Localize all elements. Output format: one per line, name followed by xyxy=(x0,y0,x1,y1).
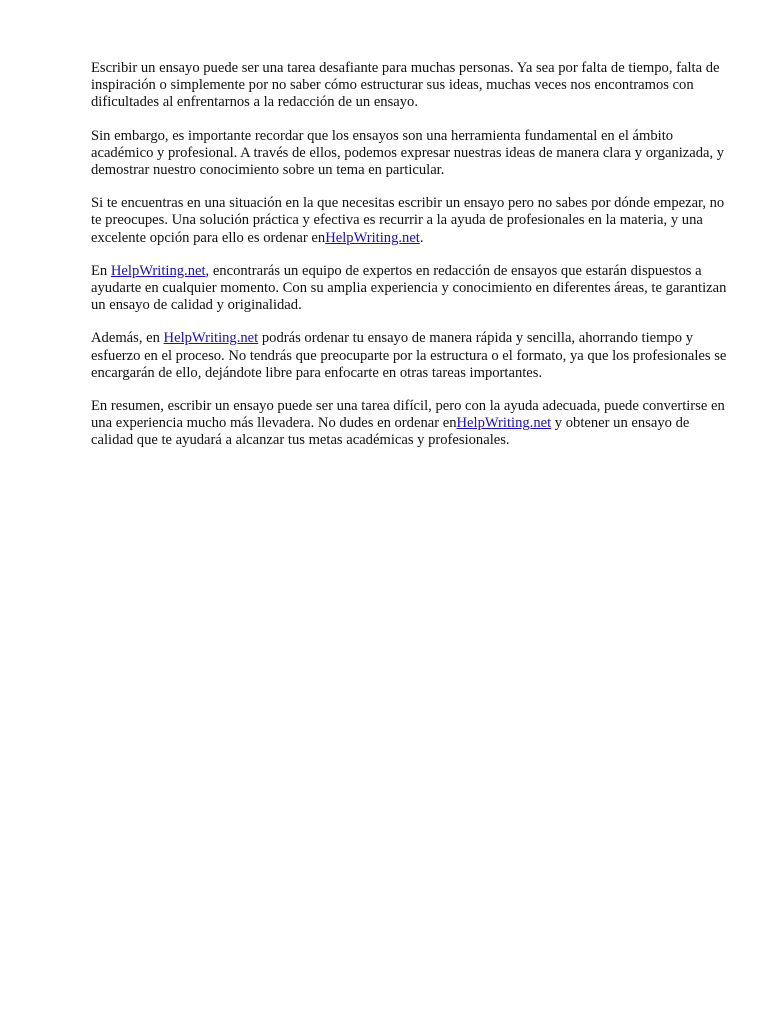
paragraph-text: Además, en xyxy=(91,330,164,347)
paragraph-experts xyxy=(91,263,731,315)
paragraph-text: , encontrarás un equipo de expertos en redacción de ensayos que estarán dispuestos a ayudarte en cualquier momento. Con su amplia experiencia y conocimiento en diferentes áreas, te garantizan un ensayo de calidad y originalidad. xyxy=(91,262,727,314)
helpwriting-link[interactable]: HelpWriting.net xyxy=(110,262,206,279)
paragraph-ordering xyxy=(91,330,731,382)
helpwriting-link[interactable]: HelpWriting.net xyxy=(325,229,420,246)
paragraph-text: Sin embargo, es importante recordar que los ensayos son una herramienta fundamental en el ámbito académico y profesional. A través de ellos, podemos expresar nuestras ideas de manera clara y organizada, y demostrar nuestro conocimiento sobre un tema en particular. xyxy=(91,127,725,179)
paragraph-intro xyxy=(91,60,731,112)
paragraph-text: . xyxy=(419,229,424,246)
paragraph-text: podrás ordenar tu ensayo de manera rápida y sencilla, ahorrando tiempo y esfuerzo en el proceso. No tendrás que preocuparte por la estructura o el formato, ya que los profesionales se encargarán de ello, dejándote libre para enfocarte en otras tareas importantes. xyxy=(91,330,727,381)
helpwriting-link[interactable]: HelpWriting.net xyxy=(456,415,552,432)
paragraph-text: Escribir un ensayo puede ser una tarea desafiante para muchas personas. Ya sea por falta de tiempo, falta de inspiración o simplemente por no saber cómo estructurar sus ideas, muchas veces nos encontramos con dificultades al enfrentarnos a la redacción de un ensayo. xyxy=(91,60,720,111)
paragraph-solution xyxy=(91,195,731,247)
paragraph-text: y obtener un ensayo de calidad que te ayudará a alcanzar tus metas académicas y profesionales. xyxy=(91,415,690,449)
paragraph-text: Si te encuentras en una situación en la que necesitas escribir un ensayo pero no sabes por dónde empezar, no te preocupes. Una solución práctica y efectiva es recurrir a la ayuda de profesionales en la materia, y una excelente opción para ello es ordenar en xyxy=(91,195,725,246)
helpwriting-link[interactable]: HelpWriting.net xyxy=(163,330,259,347)
document-page xyxy=(91,60,731,466)
paragraph-text: En xyxy=(91,262,111,279)
paragraph-importance xyxy=(91,128,731,180)
paragraph-summary xyxy=(91,398,731,450)
paragraph-text: En resumen, escribir un ensayo puede ser una tarea difícil, pero con la ayuda adecuada, puede convertirse en una experiencia mucho más llevadera. No dudes en ordenar en xyxy=(91,398,725,432)
